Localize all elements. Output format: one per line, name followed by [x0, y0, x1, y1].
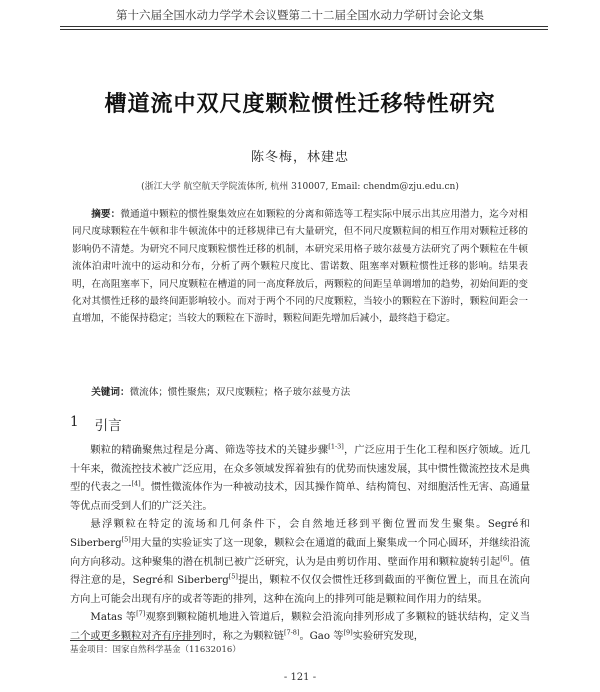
page-number: - 121 - [283, 672, 317, 683]
body-text-run: Matas 等 [90, 612, 137, 624]
citation: [7] [136, 609, 146, 618]
paper-authors: 陈冬梅，林建忠 [250, 150, 349, 165]
running-header: 第十六届全国水动力学学术会议暨第二十二届全国水动力学研讨会论文集 [116, 8, 484, 22]
footnote-rule [70, 640, 200, 641]
keywords [72, 384, 528, 401]
body-text-run: 。值得注意的是，Segré和 Siberberg [70, 556, 531, 587]
keywords-text: 微流体；惯性聚焦；双尺度颗粒；格子玻尔兹曼方法 [129, 387, 351, 398]
citation: [7-8] [283, 628, 300, 637]
abstract-label: 摘要： [91, 209, 121, 220]
body-text-run: 提出，颗粒不仅仅会惯性迁移到截面的平衡位置上，而且在流向方向上可能会出现有序的或者等距的排列，这种在流向上的排列可能是颗粒间作用力的结果。 [70, 575, 531, 605]
body-text-run: 用大量的实验证实了这一现象，颗粒会在通道的截面上聚集成一个同心圆环，并继续沿流向方向移动。这种聚集的潜在机制已被广泛研究，认为是由剪切作用、壁面作用和颗粒旋转引起 [70, 537, 530, 568]
body-text-run: 实验研究发现， [352, 630, 424, 642]
body-text-run: 观察到颗粒随机地进入管道后，颗粒会沿流向排列形成了多颗粒的链状结构，定义当二个或更多颗粒对齐有序排列时，称之为颗粒链 [70, 612, 531, 642]
section-number: 1 [70, 414, 79, 430]
citation: [5] [121, 535, 131, 544]
header-rule-bottom [60, 29, 548, 30]
body-text-run: 颗粒的精确聚焦过程是分离、筛选等技术的关键步骤 [90, 445, 329, 456]
citation: [1-3] [328, 442, 344, 451]
paper-affiliation: (浙江大学 航空航天学院流体所, 杭州 310007, Email: chendm@zju.edu.cn) [141, 182, 459, 192]
citation: [5] [228, 572, 238, 581]
abstract-text: 微通道中颗粒的惯性聚集效应在如颗粒的分离和筛选等工程实际中展示出其应用潜力，迄今对相同尺度球颗粒在牛顿和非牛顿流体中的迁移规律已有大量研究，但不同尺度颗粒间的相互作用对颗粒迁移的影响仍不清楚。为研究不同尺度颗粒惯性迁移的机制，本研究采用格子玻尔兹曼方法研究了两个颗粒在牛顿流体泊肃叶流中的运动和分布，分析了两个颗粒尺度比、雷诺数、阻塞率对颗粒惯性迁移的影响。结果表明，在高阻塞率下，同尺度颗粒在槽道的同一高度释放后，两颗粒的间距呈单调增加的趋势，初始间距的变化对其惯性迁移的最终间距影响较小。而对于两个不同的尺度颗粒，当较小的颗粒在下游时，颗粒间距会一直增加，不能保持稳定；当较大的颗粒在下游时，颗粒间距先增加后减小，最终趋于稳定。 [72, 209, 529, 325]
header-rule-top [60, 26, 548, 27]
citation: [9] [343, 628, 353, 637]
body-text-run: 。Gao 等 [299, 630, 344, 642]
body-text-run: ，广泛应用于生化工程和医疗领域。近几十年来，微流控技术被广泛应用，在众多领域发挥着独有的优势而快速发展，其中惯性微流控技术是典型的代表之一 [70, 445, 530, 494]
body-text-run: 。惯性微流体作为一种被动技术，因其操作简单、结构简包、对细胞活性无害、高通量等优点而受到人们的广泛关注。 [70, 482, 531, 512]
keywords-label: 关键词： [91, 387, 130, 398]
section-title: 引言 [94, 418, 122, 434]
funding-footnote: 基金项目：国家自然科学基金（11632016） [70, 645, 241, 655]
citation: [4] [131, 479, 141, 488]
body-paragraph-1 [70, 442, 530, 516]
section-heading-introduction [70, 414, 122, 434]
introduction-body [70, 442, 530, 647]
body-paragraph-2 [70, 516, 530, 609]
body-text-run: 悬浮颗粒在特定的流场和几何条件下，会自然地迁移到平衡位置而发生聚集。Segré和Siberberg [70, 519, 530, 549]
paper-title: 槽道流中双尺度颗粒惯性迁移特性研究 [104, 92, 496, 117]
abstract [72, 206, 528, 328]
citation: [6] [500, 554, 510, 563]
